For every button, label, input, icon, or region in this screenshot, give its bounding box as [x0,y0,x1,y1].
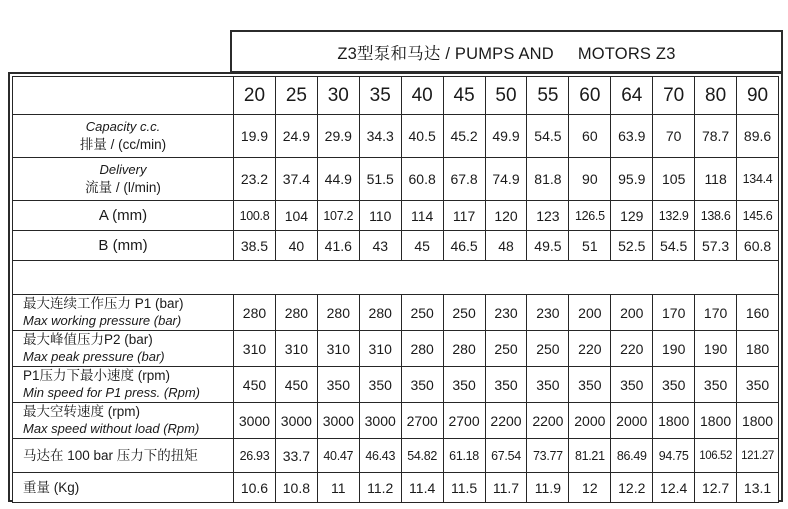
value-cell: 123 [527,201,569,231]
value-cell: 310 [359,331,401,367]
value-cell: 73.77 [527,439,569,473]
value-cell: 86.49 [611,439,653,473]
value-cell: 48 [485,231,527,261]
value-cell: 2700 [401,403,443,439]
row-label-line: 最大连续工作压力 P1 (bar) [23,296,184,312]
row-label [13,201,234,231]
spec-row [13,158,779,201]
row-label-line: 最大空转速度 (rpm) [23,404,140,420]
value-cell: 1800 [653,403,695,439]
value-cell: 37.4 [275,158,317,201]
row-label [13,158,234,201]
value-cell: 106.52 [695,439,737,473]
value-cell: 107.2 [317,201,359,231]
column-header-30: 30 [317,77,359,115]
value-cell: 350 [569,367,611,403]
value-cell: 280 [359,295,401,331]
value-cell: 54.5 [653,231,695,261]
value-cell: 220 [611,331,653,367]
spec-row [13,295,779,331]
row-label-line: 重量 (Kg) [23,479,80,495]
value-cell: 220 [569,331,611,367]
value-cell: 280 [275,295,317,331]
value-cell: 105 [653,158,695,201]
value-cell: 54.5 [527,115,569,158]
value-cell: 170 [653,295,695,331]
value-cell: 12.4 [653,473,695,503]
value-cell: 350 [443,367,485,403]
value-cell: 40.5 [401,115,443,158]
size-header-row [13,77,779,115]
value-cell: 45 [401,231,443,261]
spec-row [13,331,779,367]
value-cell: 350 [695,367,737,403]
column-header-55: 55 [527,77,569,115]
value-cell: 43 [359,231,401,261]
row-label-line: Capacity c.c. [85,118,161,134]
value-cell: 2000 [611,403,653,439]
value-cell: 38.5 [234,231,276,261]
value-cell: 170 [695,295,737,331]
spec-row [13,439,779,473]
value-cell: 40 [275,231,317,261]
value-cell: 350 [401,367,443,403]
separator-cell [13,261,779,295]
value-cell: 110 [359,201,401,231]
value-cell: 89.6 [737,115,779,158]
column-header-60: 60 [569,77,611,115]
value-cell: 40.47 [317,439,359,473]
value-cell: 120 [485,201,527,231]
row-label-line: 流量 / (l/min) [85,179,161,195]
value-cell: 24.9 [275,115,317,158]
value-cell: 230 [527,295,569,331]
value-cell: 29.9 [317,115,359,158]
value-cell: 138.6 [695,201,737,231]
value-cell: 81.21 [569,439,611,473]
value-cell: 450 [275,367,317,403]
value-cell: 450 [234,367,276,403]
spec-row [13,367,779,403]
column-header-35: 35 [359,77,401,115]
value-cell: 118 [695,158,737,201]
value-cell: 52.5 [611,231,653,261]
value-cell: 95.9 [611,158,653,201]
value-cell: 54.82 [401,439,443,473]
value-cell: 250 [401,295,443,331]
value-cell: 11.2 [359,473,401,503]
value-cell: 350 [527,367,569,403]
row-label [13,439,234,473]
row-label [13,295,234,331]
column-header-70: 70 [653,77,695,115]
value-cell: 67.8 [443,158,485,201]
spec-row [13,473,779,503]
row-label-line: Max speed without load (Rpm) [23,420,200,436]
separator-row [13,261,779,295]
value-cell: 26.93 [234,439,276,473]
value-cell: 280 [401,331,443,367]
value-cell: 78.7 [695,115,737,158]
row-label-line: A (mm) [98,206,148,224]
value-cell: 51.5 [359,158,401,201]
value-cell: 12.7 [695,473,737,503]
value-cell: 250 [485,331,527,367]
value-cell: 104 [275,201,317,231]
value-cell: 51 [569,231,611,261]
spec-row [13,201,779,231]
value-cell: 70 [653,115,695,158]
column-header-90: 90 [737,77,779,115]
value-cell: 280 [317,295,359,331]
value-cell: 160 [737,295,779,331]
value-cell: 10.8 [275,473,317,503]
row-label [13,115,234,158]
column-header-40: 40 [401,77,443,115]
value-cell: 2200 [485,403,527,439]
value-cell: 11.7 [485,473,527,503]
row-label-line: Max working pressure (bar) [23,312,182,328]
value-cell: 280 [443,331,485,367]
value-cell: 230 [485,295,527,331]
table-head [13,77,779,115]
row-label [13,231,234,261]
value-cell: 44.9 [317,158,359,201]
value-cell: 350 [359,367,401,403]
value-cell: 60 [569,115,611,158]
row-label [13,331,234,367]
value-cell: 23.2 [234,158,276,201]
row-label-line: 排量 / (cc/min) [79,136,167,152]
row-label-line: Max peak pressure (bar) [23,348,165,364]
value-cell: 310 [234,331,276,367]
column-header-25: 25 [275,77,317,115]
spec-table-container [8,72,783,502]
value-cell: 126.5 [569,201,611,231]
value-cell: 81.8 [527,158,569,201]
value-cell: 310 [275,331,317,367]
value-cell: 74.9 [485,158,527,201]
value-cell: 200 [569,295,611,331]
column-header-80: 80 [695,77,737,115]
value-cell: 33.7 [275,439,317,473]
column-header-45: 45 [443,77,485,115]
value-cell: 63.9 [611,115,653,158]
value-cell: 117 [443,201,485,231]
value-cell: 60.8 [401,158,443,201]
value-cell: 45.2 [443,115,485,158]
value-cell: 11.5 [443,473,485,503]
row-label-line: P1压力下最小速度 (rpm) [23,368,171,384]
value-cell: 57.3 [695,231,737,261]
value-cell: 19.9 [234,115,276,158]
value-cell: 60.8 [737,231,779,261]
value-cell: 2200 [527,403,569,439]
value-cell: 129 [611,201,653,231]
spec-row [13,231,779,261]
value-cell: 114 [401,201,443,231]
value-cell: 46.43 [359,439,401,473]
value-cell: 34.3 [359,115,401,158]
value-cell: 190 [653,331,695,367]
value-cell: 10.6 [234,473,276,503]
value-cell: 350 [737,367,779,403]
value-cell: 12.2 [611,473,653,503]
column-header-20: 20 [234,77,276,115]
value-cell: 3000 [317,403,359,439]
value-cell: 350 [485,367,527,403]
table-body [13,115,779,503]
value-cell: 250 [443,295,485,331]
value-cell: 134.4 [737,158,779,201]
value-cell: 11 [317,473,359,503]
value-cell: 250 [527,331,569,367]
value-cell: 1800 [695,403,737,439]
value-cell: 200 [611,295,653,331]
column-header-64: 64 [611,77,653,115]
row-label [13,473,234,503]
value-cell: 3000 [359,403,401,439]
row-label [13,403,234,439]
value-cell: 46.5 [443,231,485,261]
corner-cell [13,77,234,115]
value-cell: 3000 [275,403,317,439]
spec-table [12,76,779,503]
row-label-line: Min speed for P1 press. (Rpm) [23,384,201,400]
value-cell: 121.27 [737,439,779,473]
value-cell: 49.9 [485,115,527,158]
row-label [13,367,234,403]
value-cell: 145.6 [737,201,779,231]
value-cell: 61.18 [443,439,485,473]
value-cell: 90 [569,158,611,201]
value-cell: 13.1 [737,473,779,503]
value-cell: 2700 [443,403,485,439]
value-cell: 3000 [234,403,276,439]
value-cell: 310 [317,331,359,367]
row-label-line: 马达在 100 bar 压力下的扭矩 [23,447,198,463]
row-label-line: Delivery [99,161,147,177]
value-cell: 350 [611,367,653,403]
value-cell: 12 [569,473,611,503]
column-header-50: 50 [485,77,527,115]
value-cell: 49.5 [527,231,569,261]
value-cell: 11.9 [527,473,569,503]
row-label-line: 最大峰值压力P2 (bar) [23,332,153,348]
spec-row [13,115,779,158]
value-cell: 41.6 [317,231,359,261]
value-cell: 94.75 [653,439,695,473]
value-cell: 2000 [569,403,611,439]
value-cell: 11.4 [401,473,443,503]
value-cell: 132.9 [653,201,695,231]
value-cell: 350 [317,367,359,403]
table-title-box [230,30,783,73]
value-cell: 190 [695,331,737,367]
value-cell: 280 [234,295,276,331]
value-cell: 1800 [737,403,779,439]
value-cell: 350 [653,367,695,403]
row-label-line: B (mm) [98,236,148,254]
page-title: Z3型泵和马达 / PUMPS AND MOTORS Z3 [337,44,676,63]
value-cell: 180 [737,331,779,367]
spec-row [13,403,779,439]
value-cell: 67.54 [485,439,527,473]
value-cell: 100.8 [234,201,276,231]
